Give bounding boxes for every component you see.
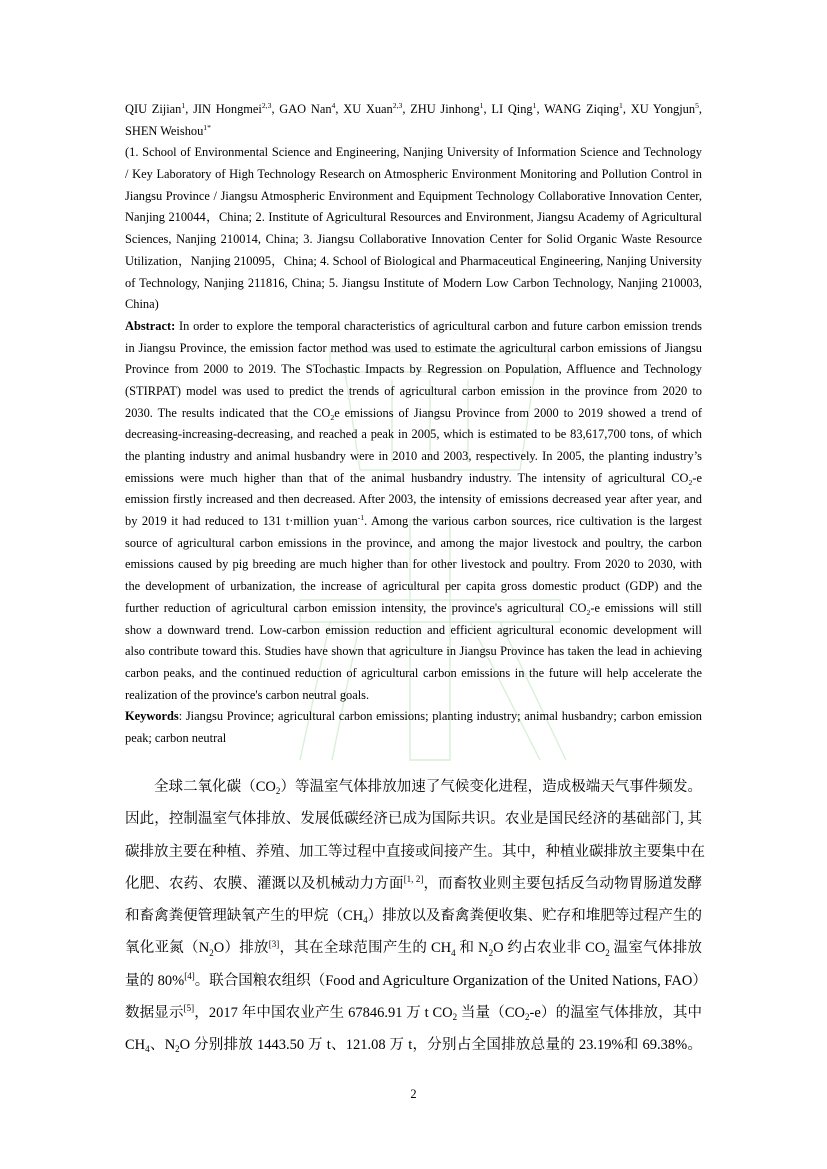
subscript: 2	[209, 947, 214, 958]
subscript: 2	[525, 1012, 530, 1023]
affiliation-line	[125, 164, 702, 186]
text-run: emissions caused by pig breeding are much higher than for other livestock and poultry. From 2020 to 2030, with	[125, 557, 702, 572]
text-run: QIU Zijian	[125, 102, 182, 116]
affiliation-line	[125, 294, 702, 316]
keywords-line	[125, 706, 702, 728]
text-run: decreasing-increasing-decreasing, and reached a peak in 2005, which is estimated to be 83,617,700 tons, of which	[125, 427, 702, 442]
text-run: CH	[125, 1037, 146, 1053]
abstract	[125, 316, 702, 706]
affiliation-line	[125, 186, 702, 208]
superscript: 1	[181, 101, 186, 111]
text-run: In order to explore the temporal characteristics of agricultural carbon and future carbon emission trends	[175, 318, 702, 333]
text-run: ）排放以及畜禽粪便收集、贮存和堆肥等过程产生的	[367, 908, 702, 924]
text-run: (1. School of Environmental Science and Engineering, Nanjing University of Information Science and Technology	[125, 145, 702, 160]
text-run: ）等温室气体排放加速了气候变化进程，造成极端天气事件频发。	[280, 779, 702, 795]
superscript: -1	[357, 513, 365, 523]
text-run: Utilization，Nanjing 210095，China; 4. School of Biological and Pharmaceutical Engineering, Nanjing University	[125, 253, 702, 268]
abstract-line	[125, 489, 702, 511]
subscript: 2	[175, 1044, 180, 1055]
text-run: the development of urbanization, the increase of agricultural per capita gross domestic product (GDP) and the	[125, 579, 702, 594]
text-run: 碳排放主要在种植、养殖、加工等过程中直接或间接产生。其中，种植业碳排放主要集中在	[125, 843, 705, 860]
abstract-line	[125, 338, 702, 360]
text-run: the planting industry and animal husbandry were in 2010 and 2003, respectively. In 2005, the planting industry’s	[125, 449, 702, 463]
text-run: Nanjing 210044，China; 2. Institute of Agricultural Resources and Environment, Jiangsu Academy of Agricultural	[125, 210, 702, 225]
affiliation-line	[125, 142, 702, 164]
abstract-line	[125, 446, 702, 468]
text-run: show a downward trend. Low-carbon emission reduction and efficient agricultural economic development will	[125, 622, 702, 637]
abstract-line	[125, 576, 702, 598]
abstract-line	[125, 381, 702, 403]
text-run: (STIRPAT) model was used to predict the trends of agricultural carbon emission in the province from 2020 to	[125, 383, 702, 398]
superscript: 2,3	[392, 101, 403, 111]
text-run: , WANG Ziqing	[536, 102, 620, 116]
text-run: / Key Laboratory of High Technology Research on Atmospheric Environment Monitoring and Pollution Control in	[125, 167, 702, 182]
text-run: , LI Qing	[483, 102, 533, 116]
bold-label: Keywords	[125, 709, 179, 724]
superscript: 2,3	[261, 101, 272, 111]
text-run: Sciences, Nanjing 210014, China; 3. Jiangsu Collaborative Innovation Center for Solid Organic Waste Resource	[125, 232, 702, 247]
superscript: [1, 2]	[403, 874, 424, 885]
page-number: 2	[410, 1087, 417, 1101]
author-line	[125, 121, 702, 143]
abstract-line	[125, 533, 702, 555]
text-run: emissions were much higher than that of the animal husbandry industry. The intensity of agricultural CO	[125, 470, 689, 485]
keywords-line	[125, 728, 702, 750]
subscript: 2	[488, 947, 494, 958]
body-paragraph	[125, 771, 707, 1061]
text-run: 和畜禽粪便管理缺氧产生的甲烷（CH	[125, 908, 364, 924]
abstract-line	[125, 316, 702, 338]
text-run: further reduction of agricultural carbon emission intensity, the province's agricultural CO	[125, 600, 587, 615]
subscript: 2	[330, 412, 335, 422]
affiliation-line	[125, 229, 702, 251]
abstract-line	[125, 511, 702, 533]
superscript: 1	[532, 101, 537, 111]
body-line	[125, 771, 702, 803]
bold-label: Abstract:	[125, 318, 176, 333]
superscript: 1	[619, 101, 623, 111]
text-run: , XU Xuan	[335, 102, 393, 116]
text-run: 全球二氧化碳（CO	[154, 779, 276, 795]
text-run: O）排放	[213, 940, 269, 957]
text-run: by 2019 it had reduced to 131 t·million yuan	[125, 514, 358, 529]
abstract-line	[125, 598, 702, 620]
body-line	[125, 1029, 702, 1061]
affiliation-line	[125, 251, 702, 273]
body-line	[125, 932, 702, 964]
abstract-line	[125, 620, 702, 642]
abstract-line	[125, 424, 702, 446]
abstract-line	[125, 359, 702, 381]
text-run: -e emissions will still	[590, 600, 702, 615]
text-run: in Jiangsu Province, the emission factor method was used to estimate the agricultural carbon emissions of Jiangsu	[125, 340, 702, 355]
keywords	[125, 706, 702, 749]
front-matter	[125, 99, 702, 750]
text-run: Jiangsu Province / Jiangsu Atmospheric Environment and Equipment Technology Collaborative Innovation Center,	[125, 188, 702, 203]
text-run: Province from 2000 to 2019. The STochastic Impacts by Regression on Population, Affluence and Technology	[125, 362, 702, 377]
text-run: 温室气体排放	[609, 940, 702, 957]
text-run: ,	[698, 102, 703, 116]
subscript: 2	[605, 947, 610, 958]
text-run: emission firstly increased and then decreased. After 2003, the intensity of emissions decreased year after year, and	[125, 492, 702, 507]
body-line	[125, 965, 707, 997]
superscript: [3]	[268, 938, 280, 949]
body-line	[125, 803, 702, 835]
text-run: ，其在全球范围产生的 CH	[279, 940, 452, 957]
text-run: O 分别排放 1443.50 万 t、121.08 万 t，分别占全国排放总量的 23.19%和 69.38%。	[179, 1037, 702, 1053]
text-run: -e	[692, 470, 702, 485]
text-run: source of agricultural carbon emissions in the province, and among the major livestock and poultry, the carbon	[125, 535, 702, 550]
affiliation-line	[125, 273, 702, 295]
subscript: 2	[452, 1012, 458, 1023]
subscript: 2	[688, 477, 693, 487]
text-run: , XU Yongjun	[622, 102, 696, 116]
text-run: , JIN Hongmei	[185, 102, 262, 116]
text-run: 。联合国粮农组织（Food and Agriculture Organization of the United Nations, FAO）	[194, 972, 707, 989]
text-run: 和 N	[455, 940, 489, 957]
author-line	[125, 99, 702, 121]
text-run: -e）的温室气体排放，其中	[529, 1004, 703, 1021]
text-run: peak; carbon neutral	[125, 730, 227, 745]
subscript: 4	[363, 915, 368, 926]
text-run: 因此，控制温室气体排放、发展低碳经济已成为国际共识。农业是国民经济的基础部门, 其	[125, 811, 702, 828]
subscript: 4	[145, 1044, 150, 1055]
affiliation-line	[125, 207, 702, 229]
abstract-line	[125, 641, 702, 663]
text-run: 2030. The results indicated that the CO	[125, 405, 331, 420]
superscript: 1	[479, 101, 484, 111]
body-line	[125, 997, 702, 1029]
text-run: realization of the province's carbon neutral goals.	[125, 687, 370, 702]
text-run: , GAO Nan	[271, 102, 332, 116]
superscript: 5	[695, 101, 699, 111]
abstract-line	[125, 403, 702, 425]
text-run: 量的 80%	[125, 972, 185, 989]
text-run: also contribute toward this. Studies have shown that agriculture in Jiangsu Province has taken the lead in achieving	[125, 644, 702, 659]
superscript: [5]	[183, 1003, 195, 1014]
text-run: ，2017 年中国农业产生 67846.91 万 t CO	[194, 1004, 453, 1021]
text-run: . Among the various carbon sources, rice cultivation is the largest	[364, 514, 702, 529]
text-run: of Technology, Nanjing 211816, China; 5. Jiangsu Institute of Modern Low Carbon Technology, Nanjing 210003,	[125, 275, 702, 290]
body-line	[125, 868, 702, 900]
author-list	[125, 99, 702, 142]
abstract-line	[125, 468, 702, 490]
text-run: ，而畜牧业则主要包括反刍动物胃肠道发酵	[423, 875, 703, 892]
abstract-line	[125, 554, 702, 576]
text-run: China)	[125, 297, 159, 312]
text-run: 数据显示	[125, 1004, 184, 1021]
text-run: SHEN Weishou	[125, 123, 204, 138]
subscript: 2	[586, 607, 591, 617]
text-run: , ZHU Jinhong	[402, 102, 480, 116]
text-run: carbon peaks, and the continued reduction of agricultural carbon emissions in the future will help accelerate the	[125, 665, 702, 680]
text-run: e emissions of Jiangsu Province from 2000 to 2019 showed a trend of	[334, 405, 702, 420]
subscript: 2	[275, 786, 281, 797]
body-line	[125, 900, 702, 932]
text-run: 、N	[149, 1037, 176, 1053]
text-run: : Jiangsu Province; agricultural carbon emissions; planting industry; animal husbandry; carbon emission	[178, 709, 702, 724]
text-run: 当量（CO	[457, 1004, 526, 1021]
text-run: 化肥、农药、农膜、灌溉以及机械动力方面	[125, 875, 404, 892]
superscript: [4]	[184, 970, 195, 981]
text-run: O 约占农业非 CO	[493, 940, 606, 957]
abstract-line	[125, 663, 702, 685]
text-run: 氧化亚氮（N	[125, 940, 210, 957]
affiliation-list	[125, 142, 702, 316]
superscript: 1*	[203, 122, 211, 132]
subscript: 4	[451, 947, 456, 958]
superscript: 4	[331, 101, 336, 111]
abstract-line	[125, 685, 702, 707]
body-line	[125, 836, 705, 868]
